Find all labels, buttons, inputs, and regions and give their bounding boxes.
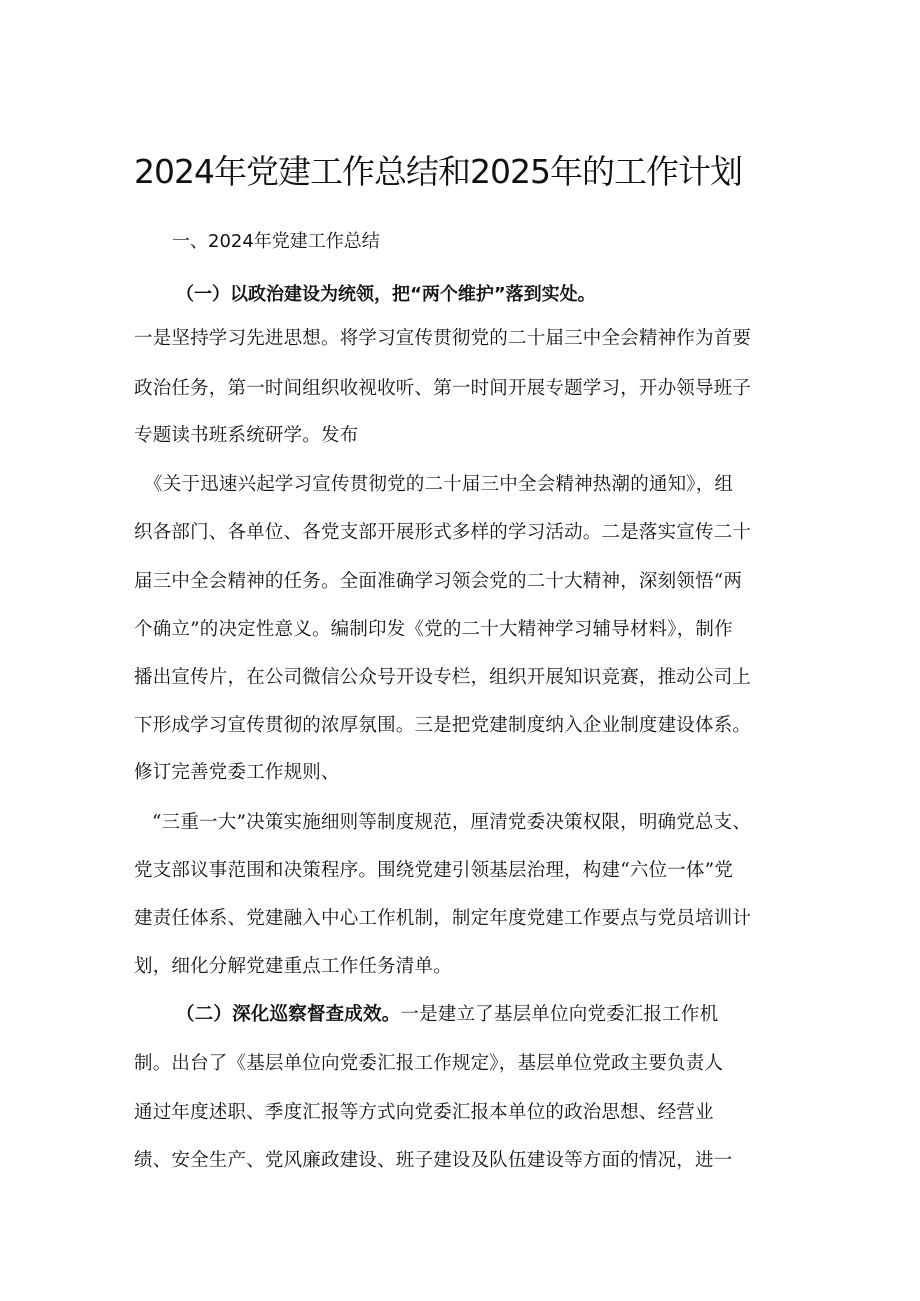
paragraph-line: 建责任体系、党建融入中心工作机制，制定年度党建工作要点与党员培训计 [134,908,752,929]
paragraph-line: 党支部议事范围和决策程序。围绕党建引领基层治理，构建“六位一体”党 [134,860,734,881]
paragraph-line: 修订完善党委工作规则、 [134,762,340,783]
paragraph-line: 下形成学习宣传贯彻的浓厚氛围。三是把党建制度纳入企业制度建设体系。 [134,715,752,736]
paragraph-line: “三重一大”决策实施细则等制度规范，厘清党委决策权限，明确党总支、 [152,812,752,833]
subsection-2-first-line [176,1000,718,1030]
paragraph-line: 个确立”的决定性意义。编制印发《党的二十大精神学习辅导材料》，制作 [134,619,733,640]
paragraph-2-first-line-text: 一是建立了基层单位向党委汇报工作机 [400,1004,719,1025]
paragraph-line: 专题读书班系统研学。发布 [134,425,359,446]
paragraph-line: 通过年度述职、季度汇报等方式向党委汇报本单位的政治思想、经营业 [134,1102,714,1123]
paragraph-line: 届三中全会精神的任务。全面准确学习领会党的二十大精神，深刻领悟“两 [134,571,743,592]
paragraph-line: 制。出台了《基层单位向党委汇报工作规定》，基层单位党政主要负责人 [134,1053,724,1074]
document-title: 2024年党建工作总结和2025年的工作计划 [134,152,742,191]
paragraph-line: 播出宣传片，在公司微信公众号开设专栏，组织开展知识竞赛，推动公司上 [134,667,752,688]
paragraph-line: 政治任务，第一时间组织收视收听、第一时间开展专题学习，开办领导班子 [134,378,752,399]
paragraph-line: 一是坚持学习先进思想。将学习宣传贯彻党的二十届三中全会精神作为首要 [134,328,752,349]
subsection-2-heading: （二）深化巡察督查成效。 [176,1004,401,1025]
paragraph-line: 织各部门、各单位、各党支部开展形式多样的学习活动。二是落实宣传二十 [134,522,752,543]
paragraph-line: 划，细化分解党建重点工作任务清单。 [134,956,452,977]
section-heading: 一、2024年党建工作总结 [172,231,380,252]
subsection-1-heading: （一）以政治建设为统领，把“两个维护”落到实处。 [176,284,596,305]
paragraph-line: 《关于迅速兴起学习宣传贯彻党的二十届三中全会精神热潮的通知》，组 [144,474,734,495]
paragraph-line: 绩、安全生产、党风廉政建设、班子建设及队伍建设等方面的情况，进一 [134,1150,733,1171]
